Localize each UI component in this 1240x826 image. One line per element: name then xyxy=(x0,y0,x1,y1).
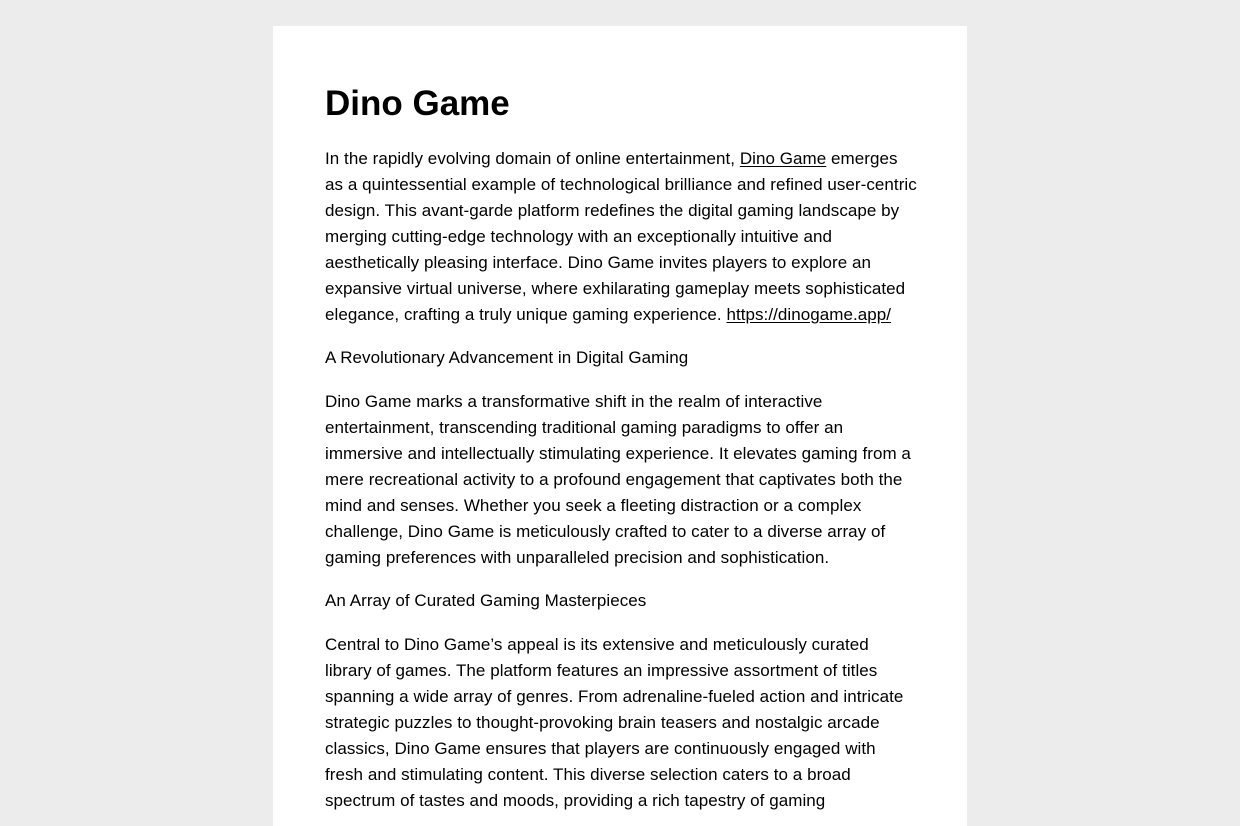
article-content xyxy=(325,81,917,826)
intro-paragraph xyxy=(325,146,917,328)
section-body-revolutionary: Dino Game marks a transformative shift in the realm of interactive entertainment, transcending traditional gaming paradigms to offer an immersive and intellectually stimulating experience. It elevates gaming from a mere recreational activity to a profound engagement that captivates both the mind and senses. Whether you seek a fleeting distraction or a complex challenge, Dino Game is meticulously crafted to cater to a diverse array of gaming preferences with unparalleled precision and sophistication. xyxy=(325,392,911,567)
dino-game-link[interactable]: Dino Game xyxy=(739,149,827,168)
section-heading-revolutionary: A Revolutionary Advancement in Digital Gaming xyxy=(325,348,689,367)
intro-text-start: In the rapidly evolving domain of online entertainment, xyxy=(325,149,740,168)
section-body-curated: Central to Dino Game’s appeal is its extensive and meticulously curated library of games. The platform features an impressive assortment of titles spanning a wide array of genres. From adrenaline-fueled action and intricate strategic puzzles to thought-provoking brain teasers and nostalgic arcade classics, Dino Game ensures that players are continuously engaged with fresh and stimulating content. This diverse selection caters to a broad spectrum of tastes and moods, providing a rich tapestry of gaming xyxy=(325,635,904,810)
section-heading-curated: An Array of Curated Gaming Masterpieces xyxy=(325,591,647,610)
dinogame-url-link[interactable]: https://dinogame.app/ xyxy=(726,305,892,324)
intro-text-end: emerges as a quintessential example of technological brilliance and refined user-centric design. This avant-garde platform redefines the digital gaming landscape by merging cutting-edge technology with an exceptionally intuitive and aesthetically pleasing interface. Dino Game invites players to explore an expansive virtual universe, where exhilarating gameplay meets sophisticated elegance, crafting a truly unique gaming experience. xyxy=(325,149,917,324)
article-page xyxy=(273,26,967,826)
page-title: Dino Game xyxy=(325,84,510,123)
